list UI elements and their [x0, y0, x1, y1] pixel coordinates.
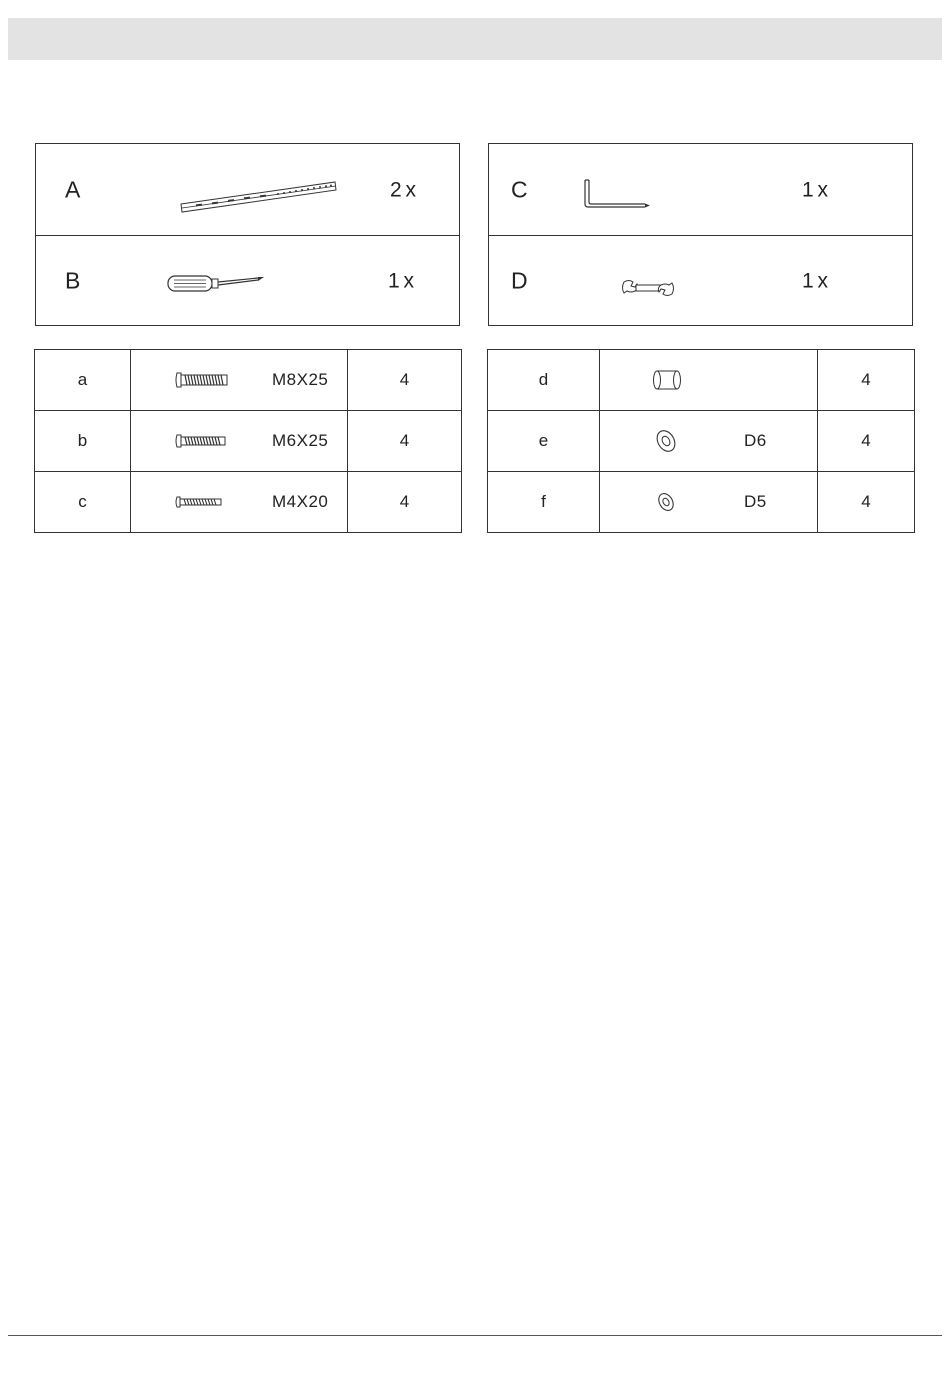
part-quantity: 4 [818, 350, 915, 411]
table-row [35, 472, 462, 533]
part-cell [131, 472, 348, 533]
part-id: d [488, 350, 600, 411]
part-id: e [488, 411, 600, 472]
table-row [35, 350, 462, 411]
tool-box-right [488, 143, 913, 326]
table-row [488, 472, 915, 533]
tool-quantity: 1 x [388, 269, 415, 292]
tool-box-left [35, 143, 460, 326]
part-id: f [488, 472, 600, 533]
allen-key-icon [583, 178, 653, 210]
tool-quantity: 1 x [802, 269, 829, 292]
washer-icon [656, 491, 676, 513]
wrench-icon [621, 278, 675, 300]
bolt-icon [175, 370, 229, 390]
tool-letter: D [511, 267, 528, 293]
tool-row-b [36, 235, 459, 325]
table-row [488, 350, 915, 411]
part-quantity: 4 [348, 411, 462, 472]
part-quantity: 4 [818, 411, 915, 472]
part-quantity: 4 [348, 472, 462, 533]
washer-icon [654, 428, 678, 454]
bolt-icon [175, 433, 227, 449]
table-row [488, 411, 915, 472]
part-size: M8X25 [272, 370, 329, 389]
part-id: c [35, 472, 131, 533]
tool-letter: C [511, 176, 528, 202]
tool-letter: A [65, 176, 81, 202]
part-cell [131, 411, 348, 472]
part-cell [600, 411, 818, 472]
part-cell [600, 350, 818, 411]
header-band [8, 18, 942, 60]
part-size: M4X20 [272, 492, 329, 511]
tool-letter: B [65, 267, 81, 293]
part-cell [131, 350, 348, 411]
footer-rule [8, 1335, 942, 1336]
hardware-table-left [34, 349, 462, 533]
screwdriver-icon [166, 270, 266, 296]
hardware-table-right [487, 349, 915, 533]
tool-row-d [489, 235, 912, 325]
tool-row-a [36, 144, 459, 235]
table-row [35, 411, 462, 472]
tool-quantity: 2 x [390, 178, 417, 201]
part-size: D6 [744, 431, 767, 450]
part-id: b [35, 411, 131, 472]
tool-quantity: 1 x [802, 178, 829, 201]
bolt-icon [175, 495, 223, 509]
part-id: a [35, 350, 131, 411]
part-cell [600, 472, 818, 533]
part-size: M6X25 [272, 431, 329, 450]
bracket-rail-icon [178, 178, 338, 214]
part-quantity: 4 [818, 472, 915, 533]
tool-row-c [489, 144, 912, 235]
part-size: D5 [744, 492, 767, 511]
spacer-icon [652, 368, 682, 392]
part-quantity: 4 [348, 350, 462, 411]
